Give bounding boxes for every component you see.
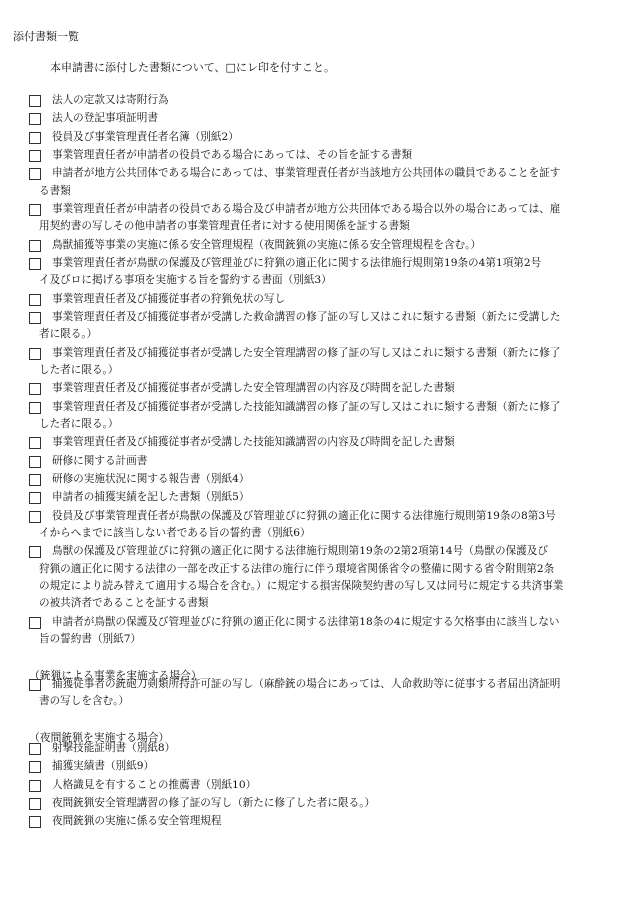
item-text-line: 事業管理責任者及び捕獲従事者が受講した技能知識講習の内容及び時間を記した書類 [52,436,455,449]
item-text-line: 事業管理責任者及び捕獲従事者が受講した技能知識講習の修了証の写し又はこれに類する書類（新たに修了 [52,400,561,413]
checkbox[interactable] [29,150,41,162]
checklist-item-text [39,508,619,543]
checklist-item [29,237,619,254]
item-text-line: 者に限る。） [39,328,98,341]
checklist-item-text [52,110,619,127]
checklist-item-text [39,345,619,380]
checkbox[interactable] [29,95,41,107]
item-text-line: 射撃技能証明書（別紙8） [52,742,176,754]
checklist-item-text [52,795,619,812]
checklist-item-text [52,453,619,470]
item-text-line: 研修に関する計画書 [52,454,148,467]
item-text-line: の被共済者であることを証する書類 [39,597,209,610]
checklist-item-text [52,758,619,775]
checklist-item-text [52,489,619,506]
checkbox[interactable] [29,617,41,629]
checkbox[interactable] [29,474,41,486]
checklist-item [29,380,619,397]
checklist-item-text [39,255,619,290]
checklist-item [29,758,619,775]
checkbox[interactable] [29,546,41,558]
checkbox[interactable] [29,258,41,270]
checklist-item [29,255,619,290]
checkbox[interactable] [29,312,41,324]
checkbox[interactable] [29,780,41,792]
gun-section-label: （銃猟による事業を実施する場合） [29,669,202,682]
checklist-item [29,471,619,488]
item-text-line: 夜間銃猟安全管理講習の修了証の写し（新たに修了した者に限る。） [52,796,376,809]
checklist-item-text [52,147,619,164]
item-text-line: 役員及び事業管理責任者名簿（別紙2） [52,130,239,143]
checklist-item-text [39,165,619,200]
item-text-line: 用契約書の写しその他申請者の事業管理責任者に対する使用関係を証する書類 [39,220,410,233]
night-section-label: （夜間銃猟を実施する場合） [29,731,170,744]
checklist-item-text [52,777,619,794]
checkbox[interactable] [29,402,41,414]
checklist-item-text [52,92,619,109]
checklist-item [29,740,619,757]
item-text-line: 事業管理責任者及び捕獲従事者が受講した安全管理講習の内容及び時間を記した書類 [52,382,455,395]
item-text-line: 旨の誓約書（別紙7） [39,633,142,646]
checklist-item [29,110,619,127]
checklist-item [29,614,619,649]
item-text-line: る書類 [39,184,71,197]
item-text-line: 研修の実施状況に関する報告書（別紙4） [52,472,250,485]
checkbox[interactable] [29,132,41,144]
checklist-item [29,508,619,543]
item-text-line: 鳥獣の保護及び管理並びに狩猟の適正化に関する法律施行規則第19条の2第2項第14号（鳥獣の保護及び [52,545,548,558]
checklist-item [29,676,619,711]
item-text-line: 書の写しを含む。） [39,695,130,708]
item-text-line: した者に限る。） [39,364,119,376]
checklist-item [29,165,619,200]
checkbox[interactable] [29,294,41,306]
item-text-line: 法人の定款又は寄附行為 [52,94,169,106]
item-text-line: 事業管理責任者及び捕獲従事者が受講した安全管理講習の修了証の写し又はこれに類する書類（新たに修了 [52,346,561,359]
item-text-line: 申請者の捕獲実績を記した書類（別紙5） [52,491,250,504]
item-text-line: 事業管理責任者が鳥獣の保護及び管理並びに狩猟の適正化に関する法律施行規則第19条の4第1項第2号 [52,256,542,269]
checklist-item-text [39,614,619,649]
checkbox[interactable] [29,743,41,755]
checklist-item-text [39,309,619,344]
checklist-item [29,399,619,434]
item-text-line: 人格識見を有することの推薦書（別紙10） [52,778,257,791]
checklist-item-text [52,237,619,254]
checklist-item [29,795,619,812]
checklist-item-text [52,129,619,146]
checklist-item [29,309,619,344]
checklist-item-text [52,434,619,451]
checklist-item-text [52,471,619,488]
intro-instruction: 本申請書に添付した書類について、□にレ印を付すこと。 [50,61,335,74]
checklist-item [29,291,619,308]
checklist-item [29,777,619,794]
item-text-line: 夜間銃猟の実施に係る安全管理規程 [52,815,222,828]
checklist-item [29,92,619,109]
checklist-item [29,201,619,236]
checklist-item [29,129,619,146]
document-title: 添付書類一覧 [13,30,79,43]
checkbox[interactable] [29,456,41,468]
checklist-item [29,453,619,470]
item-text-line: 事業管理責任者が申請者の役員である場合にあっては、その旨を証する書類 [52,148,413,161]
item-text-line: 捕獲従事者の銃砲刀剣類所持許可証の写し（麻酔銃の場合にあっては、人命救助等に従事する者届出済証明 [52,678,561,690]
item-text-line: 事業管理責任者及び捕獲従事者が受講した救命講習の修了証の写し又はこれに類する書類（新たに受講した [52,310,561,323]
item-text-line: の規定により読み替えて適用する場合を含む。）に規定する損害保険契約書の写し又は同号に規定する共済事業 [39,580,564,592]
checklist-item [29,813,619,830]
checklist-item-text [39,201,619,236]
checkbox[interactable] [29,383,41,395]
checklist-item-text [52,740,619,757]
item-text-line: 申請者が鳥獣の保護及び管理並びに狩猟の適正化に関する法律第18条の4に規定する欠格事由に該当しない [52,615,560,628]
checkbox[interactable] [29,240,41,252]
item-text-line: 事業管理責任者及び捕獲従事者の狩猟免状の写し [52,292,286,305]
checkbox[interactable] [29,168,41,180]
item-text-line: 鳥獣捕獲等事業の実施に係る安全管理規程（夜間銃猟の実施に係る安全管理規程を含む。） [52,238,482,251]
checklist-item [29,345,619,380]
checklist-item [29,543,619,613]
checklist-item-text [52,291,619,308]
checklist-item [29,147,619,164]
item-text-line: 狩猟の適正化に関する法律の一部を改正する法律の施行に伴う環境省関係省令の整備に関する省令附則第2条 [39,562,555,575]
item-text-line: 役員及び事業管理責任者が鳥獣の保護及び管理並びに狩猟の適正化に関する法律施行規則第19条の8第3号 [52,509,556,522]
checklist-item-text [52,380,619,397]
checklist-item [29,434,619,451]
checkbox[interactable] [29,113,41,125]
checkbox[interactable] [29,816,41,828]
item-text-line: 捕獲実績書（別紙9） [52,760,155,773]
checkbox[interactable] [29,761,41,773]
checkbox[interactable] [29,798,41,810]
item-text-line: イ及びロに掲げる事項を実施する旨を誓約する書面（別紙3） [39,274,332,287]
checkbox[interactable] [29,492,41,504]
item-text-line: 申請者が地方公共団体である場合にあっては、事業管理責任者が当該地方公共団体の職員であることを証す [52,167,561,180]
checklist-item-text [39,676,619,711]
item-text-line: 法人の登記事項証明書 [52,112,158,125]
checklist-item-text [39,399,619,434]
item-text-line: イからへまでに該当しない者である旨の誓約書（別紙6） [39,526,311,539]
checkbox[interactable] [29,348,41,360]
checklist-item-text [52,813,619,830]
checkbox[interactable] [29,437,41,449]
checklist-item [29,489,619,506]
checkbox[interactable] [29,511,41,523]
checkbox[interactable] [29,204,41,216]
item-text-line: 事業管理責任者が申請者の役員である場合及び申請者が地方公共団体である場合以外の場合にあっては、雇 [52,202,561,215]
item-text-line: した者に限る。） [39,418,119,430]
checklist-item-text [39,543,619,613]
checkbox[interactable] [29,679,41,691]
